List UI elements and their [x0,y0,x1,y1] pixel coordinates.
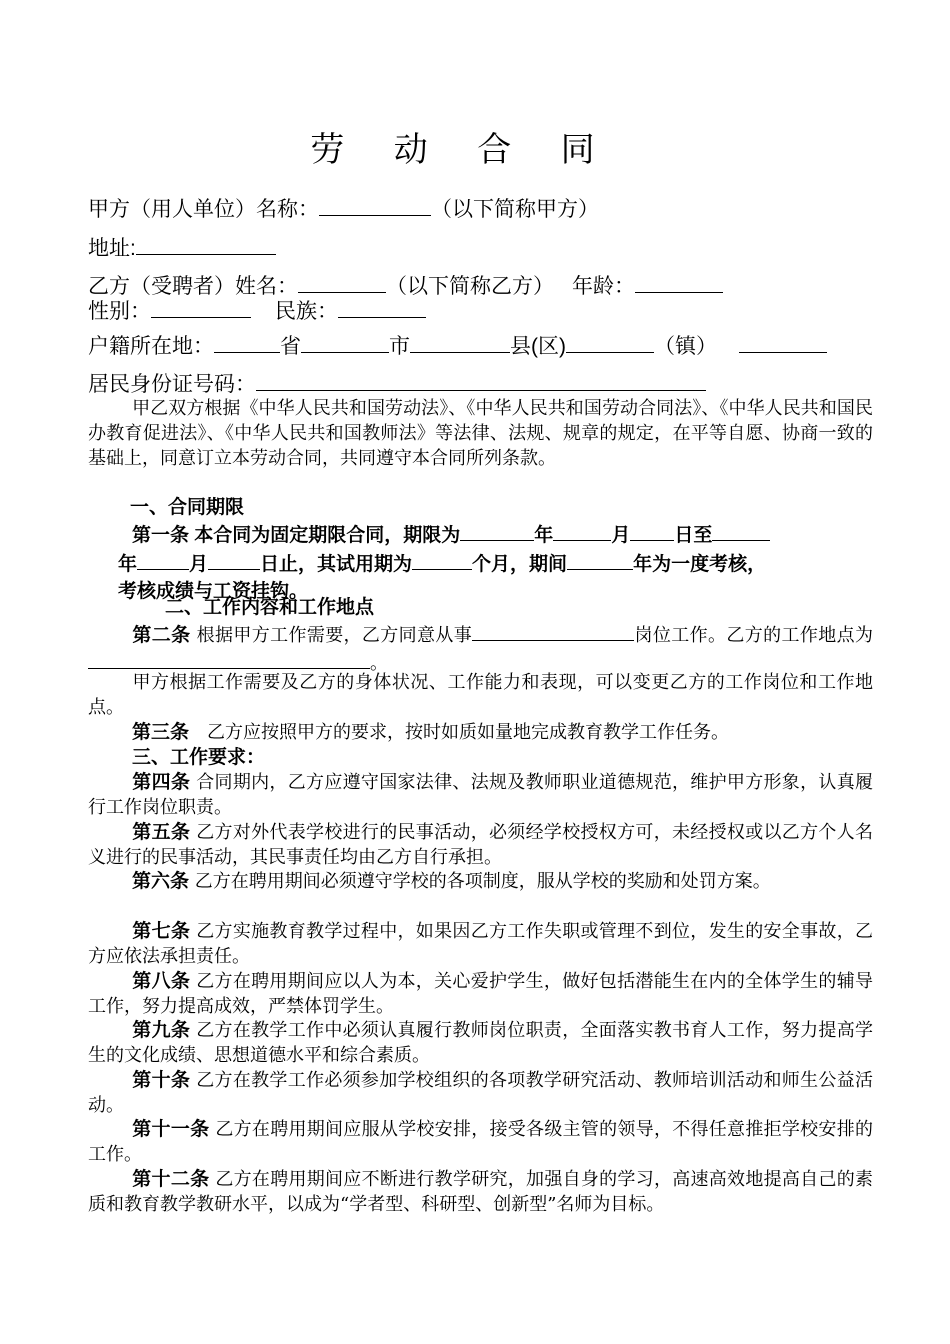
province-label: 省 [280,335,301,358]
start-year-blank[interactable] [460,520,534,541]
address-label: 地址: [88,237,136,260]
id-label: 居民身份证号码： [88,373,256,396]
address-line [88,234,888,262]
age-blank[interactable] [635,272,723,293]
id-number-blank[interactable] [256,370,706,391]
article-2-para-2: 甲方根据工作需要及乙方的身体状况、工作能力和表现，可以变更乙方的工作岗位和工作地点。 [88,672,873,718]
article-1: 第一条 本合同为固定期限合同，期限为 年 月 日至 年 月 日止，其试用期为 个月，期间 年为一度考核， 考核成绩与工资挂钩。 [118,520,863,605]
ethnicity-blank[interactable] [338,297,426,318]
article-10: 第十条 乙方在教学工作必须参加学校组织的各项教学研究活动、教师培训活动和师生公益活动。 [88,1070,873,1116]
end-month-blank[interactable] [137,549,189,570]
gender-label: 性别： [88,300,151,323]
section-requirements-heading: 三、工作要求： [132,747,266,768]
end-day-blank[interactable] [208,549,260,570]
article-8: 第八条 乙方在聘用期间应以人为本，关心爱护学生，做好包括潜能生在内的全体学生的辅导工作，努力提高成效，严禁体罚学生。 [88,971,873,1017]
article-6: 第六条 乙方在聘用期间必须遵守学校的各项制度，服从学校的奖励和处罚方案。 [132,871,771,892]
article-1-label: 第一条 [132,525,190,546]
domicile-line [88,332,888,360]
county-blank[interactable] [410,332,510,353]
address-blank[interactable] [136,234,276,255]
start-month-blank[interactable] [553,520,611,541]
document-title: 劳 动 合 同 [310,131,615,169]
party-a-label: 甲方（用人单位）名称： [88,198,319,221]
province-blank[interactable] [214,332,280,353]
probation-blank[interactable] [412,549,472,570]
party-a-line [88,195,888,223]
gender-line [88,297,888,325]
party-b-label: 乙方（受聘者）姓名： [88,275,298,298]
age-label: 年龄： [572,275,635,298]
party-b-suffix: （以下简称乙方） [386,275,554,298]
party-a-name-blank[interactable] [319,195,431,216]
party-a-suffix: （以下简称甲方） [431,198,599,221]
section-term-heading: 一、合同期限 [130,497,245,518]
workplace-blank[interactable] [88,648,370,669]
town-label: （镇） [654,335,717,358]
article-9: 第九条 乙方在教学工作中必须认真履行教师岗位职责，全面落实教书育人工作，努力提高学生的文化成绩、思想道德水平和综合素质。 [88,1020,873,1066]
party-b-name-blank[interactable] [298,272,386,293]
article-5: 第五条 乙方对外代表学校进行的民事活动，必须经学校授权方可，未经授权或以乙方个人名义进行的民事活动，其民事责任均由乙方自行承担。 [88,822,873,868]
article-3: 第三条 乙方应按照甲方的要求，按时如质如量地完成教育教学工作任务。 [132,722,730,743]
village-blank[interactable] [739,332,827,353]
article-2: 第二条 根据甲方工作需要，乙方同意从事 岗位工作。乙方的工作地点为。 [88,620,873,676]
city-label: 市 [389,335,410,358]
county-label: 县(区) [510,335,566,358]
intro-paragraph [88,396,873,471]
start-day-blank[interactable] [630,520,674,541]
intro-text: 甲乙双方根据《中华人民共和国劳动法》、《中华人民共和国劳动合同法》、《中华人民共和国民办教育促进法》、《中华人民共和国教师法》等法律、法规、规章的规定，在平等自愿、协商一致的基础上，同意订立本劳动合同，共同遵守本合同所列条款。 [88,398,873,469]
end-year-blank[interactable] [712,520,770,541]
gender-blank[interactable] [151,297,251,318]
article-11: 第十一条 乙方在聘用期间应服从学校安排，接受各级主管的领导，不得任意推拒学校安排的工作。 [88,1119,873,1165]
position-blank[interactable] [472,620,634,641]
article-12: 第十二条 乙方在聘用期间应不断进行教学研究，加强自身的学习，高速高效地提高自己的素质和教育教学教研水平，以成为“学者型、科研型、创新型”名师为目标。 [88,1169,873,1215]
domicile-label: 户籍所在地： [88,335,214,358]
section-work-heading: 二、工作内容和工作地点 [165,597,375,618]
review-cycle-blank[interactable] [567,549,633,570]
article-4: 第四条 合同期内，乙方应遵守国家法律、法规及教师职业道德规范，维护甲方形象，认真履行工作岗位职责。 [88,772,873,818]
town-blank[interactable] [566,332,654,353]
party-b-line [88,272,888,300]
article-7: 第七条 乙方实施教育教学过程中，如果因乙方工作失职或管理不到位，发生的安全事故，乙方应依法承担责任。 [88,921,873,967]
article-2-label: 第二条 [132,625,191,646]
city-blank[interactable] [301,332,389,353]
ethnicity-label: 民族： [275,300,338,323]
id-line [88,370,888,398]
